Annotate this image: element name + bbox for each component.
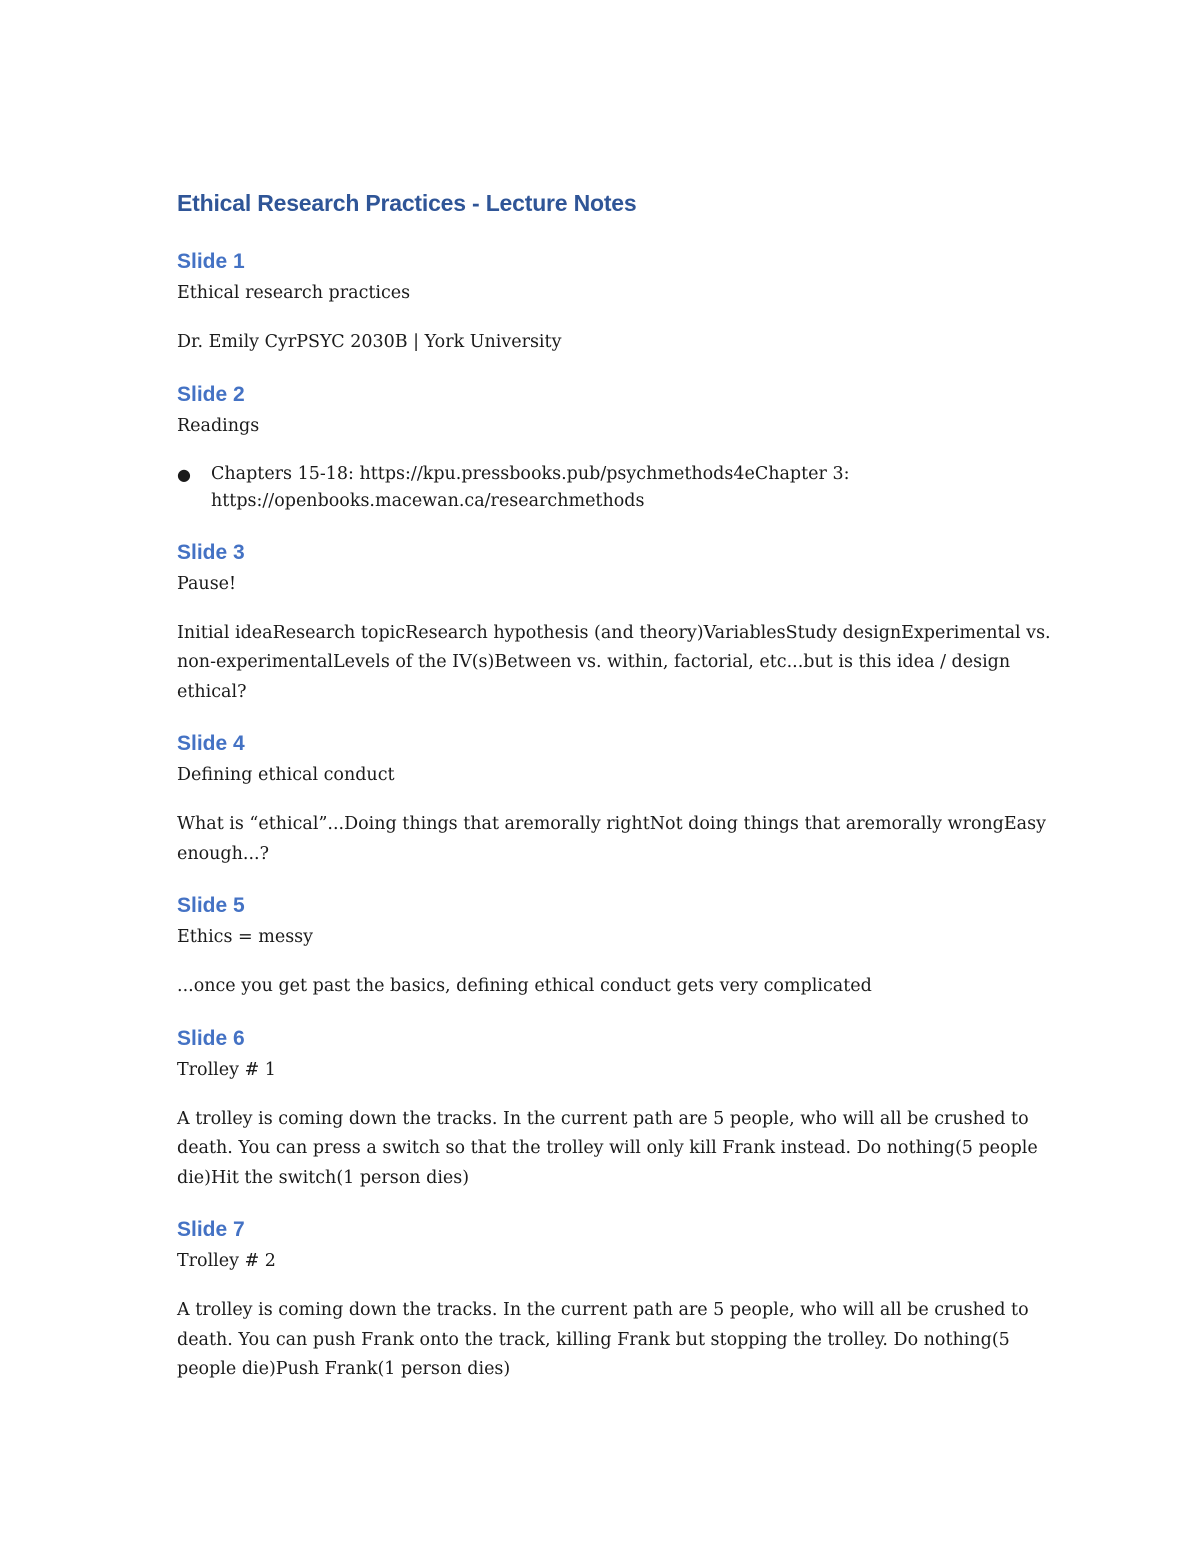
slide-section-6 [177, 1024, 1057, 1194]
slide-heading: Slide 3 [177, 540, 245, 564]
bullet-icon: ● [177, 464, 191, 484]
slide-heading: Slide 6 [177, 1026, 245, 1050]
slide-body: A trolley is coming down the tracks. In the current path are 5 people, who will all be crushed to death. You can push Frank onto the track, killing Frank but stopping the trolley. Do nothing(5 people die)Push Frank(1 person dies) [177, 1300, 1029, 1379]
slide-title: Defining ethical conduct [177, 765, 395, 785]
list-item [177, 461, 1057, 516]
slide-title: Trolley # 1 [177, 1059, 276, 1080]
document-title: Ethical Research Practices - Lecture Notes [177, 190, 637, 216]
document-page [177, 185, 1057, 1407]
list-item-text: Chapters 15-18: https://kpu.pressbooks.pub/psychmethods4eChapter 3: https://openbooks.macewan.ca/researchmethods [211, 463, 850, 511]
slide-title: Ethical research practices [177, 283, 411, 303]
slide-heading: Slide 2 [177, 382, 245, 406]
slide-heading: Slide 1 [177, 250, 245, 273]
slide-section-5 [177, 891, 1057, 1002]
slide-section-4 [177, 729, 1057, 869]
slide-body: A trolley is coming down the tracks. In the current path are 5 people, who will all be crushed to death. You can press a switch so that the trolley will only kill Frank instead. Do nothing(5 people die)Hit the switch(1 person dies) [177, 1108, 1038, 1188]
slide-body: ...once you get past the basics, defining ethical conduct gets very complicated [177, 976, 872, 996]
slide-section-3 [177, 538, 1057, 708]
slide-body: Dr. Emily CyrPSYC 2030B | York University [177, 332, 562, 352]
slide-section-1 [177, 247, 1057, 358]
slide-heading: Slide 7 [177, 1218, 245, 1241]
slide-title: Readings [177, 415, 260, 436]
slide-body: Initial ideaResearch topicResearch hypothesis (and theory)VariablesStudy designExperimental vs. non-experimentalLevels of the IV(s)Between vs. within, factorial, etc...but is this idea / design ethical? [177, 622, 1051, 702]
slide-title: Ethics = messy [177, 927, 314, 947]
slide-body: What is “ethical”...Doing things that aremorally rightNot doing things that aremorally wrongEasy enough...? [177, 814, 1046, 864]
slide-title: Pause! [177, 573, 237, 594]
slide-section-2 [177, 380, 1057, 516]
slide-title: Trolley # 2 [177, 1251, 276, 1271]
slide-section-7 [177, 1215, 1057, 1385]
slide-heading: Slide 4 [177, 732, 245, 755]
slide-heading: Slide 5 [177, 894, 245, 917]
readings-list [177, 461, 1057, 516]
